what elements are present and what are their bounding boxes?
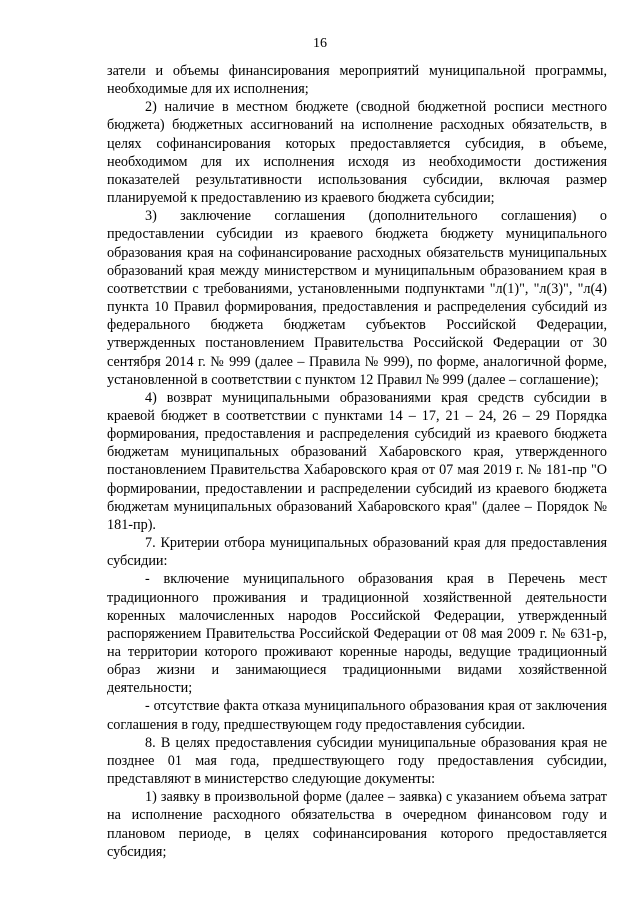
page-number: 16 xyxy=(313,36,327,51)
paragraph-section-7: 7. Критерии отбора муниципальных образований края для предоставления субсидии: xyxy=(107,535,607,570)
paragraph-section-8: 8. В целях предоставления субсидии муниципальные образования края не позднее 01 мая года, предшествующего году предоставления субсидии, представляют в министерство следующие документы: xyxy=(107,734,607,788)
paragraph-continuation: затели и объемы финансирования мероприятий муниципальной программы, необходимые для их исполнения; xyxy=(107,63,607,98)
paragraph-criterion-1: - включение муниципального образования края в Перечень мест традиционного проживания и традиционной хозяйственной деятельности коренных малочисленных народов Российской Федерации, утвержденный распоряжением Правительства Российской Федерации от 08 мая 2009 г. № 631-р, на территории которого проживают коренные народы, ведущие традиционный образ жизни и занимающиеся традиционными видами хозяйственной деятельности; xyxy=(107,571,607,697)
paragraph-criterion-2: - отсутствие факта отказа муниципального образования края от заключения соглашения в году, предшествующем году предоставления субсидии. xyxy=(107,698,607,733)
document-body xyxy=(107,62,607,861)
paragraph-item-4: 4) возврат муниципальными образованиями края средств субсидии в краевой бюджет в соответствии с пунктами 14 – 17, 21 – 24, 26 – 29 Порядка формирования, предоставления и распределения субсидий из краевого бюджета бюджетам муниципальных образований Хабаровского края, утвержденного постановлением Правительства Хабаровского края от 07 мая 2019 г. № 181-пр "О формировании, предоставлении и распределении субсидий из краевого бюджета бюджетам муниципальных образований Хабаровского края" (далее – Порядок № 181-пр). xyxy=(107,389,607,533)
paragraph-item-2: 2) наличие в местном бюджете (сводной бюджетной росписи местного бюджета) бюджетных ассигнований на исполнение расходных обязательств, в целях софинансирования которых предоставляется субсидия, в объеме, необходимом для их исполнения исходя из необходимости достижения показателей результативности использования субсидии, включая размер планируемой к предоставлению из краевого бюджета субсидии; xyxy=(107,99,607,207)
paragraph-document-1: 1) заявку в произвольной форме (далее – заявка) с указанием объема затрат на исполнение расходного обязательства в очередном финансовом году и плановом периоде, в целях софинансирования которого предоставляется субсидия; xyxy=(107,789,607,860)
paragraph-item-3: 3) заключение соглашения (дополнительного соглашения) о предоставлении субсидии из краевого бюджета бюджету муниципального образования края на софинансирование расходных обязательств муниципальных образований края между министерством и муниципальным образованием края в соответствии с требованиями, установленными подпунктами "л(1)", "л(3)", "л(4) пункта 10 Правил формирования, предоставления и распределения субсидий из федерального бюджета бюджетам субъектов Российской Федерации, утвержденных постановлением Правительства Российской Федерации от 30 сентября 2014 г. № 999 (далее – Правила № 999), по форме, аналогичной форме, установленной в соответствии с пунктом 12 Правил № 999 (далее – соглашение); xyxy=(107,208,607,388)
